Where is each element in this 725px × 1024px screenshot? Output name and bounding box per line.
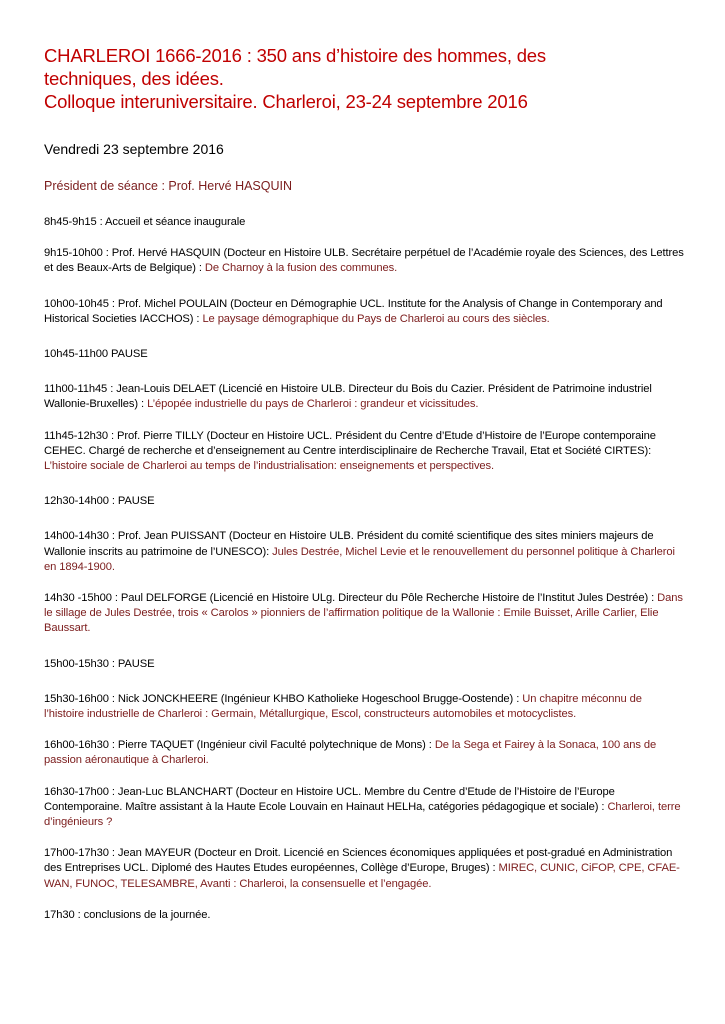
title-line-3: Colloque interuniversitaire. Charleroi, 23-24 septembre 2016	[44, 91, 528, 112]
program-item	[44, 347, 684, 362]
speaker-text: 10h00-10h45 : Prof. Michel POULAIN (Docteur en Démographie UCL. Institute for the Analysis of Change in Contemporary and Historical Societies IACCHOS) :	[44, 297, 663, 325]
speaker-text: 8h45-9h15 : Accueil et séance inaugurale	[44, 216, 246, 228]
speaker-text: 9h15-10h00 : Prof. Hervé HASQUIN (Docteur en Histoire ULB. Secrétaire perpétuel de l’Académie royale des Sciences, des Lettres et des Beaux-Arts de Belgique) :	[44, 247, 684, 275]
colloquium-title	[44, 44, 684, 113]
program-item	[44, 429, 684, 475]
talk-title: MIREC, CUNIC, CiFOP, CPE, CFAE-WAN, FUNOC, TELESAMBRE, Avanti : Charleroi, la consensuelle et l’engagée.	[44, 862, 680, 890]
speaker-text: 15h30-16h00 : Nick JONCKHEERE (Ingénieur KHBO Katholieke Hogeschool Brugge-Oostende) :	[44, 692, 523, 705]
speaker-text: 15h00-15h30 : PAUSE	[44, 657, 155, 670]
program-item	[44, 215, 684, 230]
speaker-text: 16h00-16h30 : Pierre TAQUET (Ingénieur civil Faculté polytechnique de Mons) :	[44, 739, 435, 752]
speaker-text: 11h00-11h45 : Jean-Louis DELAET (Licencié en Histoire ULB. Directeur du Bois du Cazier. Président de Patrimoine industriel Wallonie-Bruxelles) :	[44, 383, 652, 411]
program-item	[44, 738, 684, 768]
program-item	[44, 846, 684, 892]
talk-title: L’histoire sociale de Charleroi au temps de l’industrialisation: enseignements et perspectives.	[44, 460, 495, 473]
talk-title: De Charnoy à la fusion des communes.	[204, 262, 398, 275]
day-heading: Vendredi 23 septembre 2016	[44, 141, 224, 157]
speaker-text: 11h45-12h30 : Prof. Pierre TILLY (Docteur en Histoire UCL. Président du Centre d’Etude d’Histoire de l’Europe contemporaine CEHEC. Chargé de recherche et d’enseignement au Centre interdisciplinaire de Recherche Travail, Etat et Société CIRTES):	[44, 429, 656, 457]
program-item	[44, 529, 684, 575]
program-item	[44, 591, 684, 637]
talk-title: Le paysage démographique du Pays de Charleroi au cours des siècles.	[202, 312, 550, 325]
program-item	[44, 692, 684, 722]
talk-title: Un chapitre méconnu de l’histoire industrielle de Charleroi : Germain, Métallurgique, Escol, constructeurs automobiles et motocyclistes.	[44, 692, 642, 721]
program-item	[44, 297, 684, 327]
program-item	[44, 908, 684, 923]
speaker-text: 17h30 : conclusions de la journée.	[44, 908, 211, 921]
speaker-text: 10h45-11h00 PAUSE	[44, 348, 148, 361]
talk-title: Charleroi, terre d’ingénieurs ?	[44, 800, 681, 829]
title-line-2: techniques, des idées.	[44, 68, 224, 89]
program-item	[44, 246, 684, 276]
speaker-text: 14h00-14h30 : Prof. Jean PUISSANT (Docteur en Histoire ULB. Président du comité scientifique des sites miniers majeurs de Wallonie inscrits au patrimoine de l’UNESCO):	[44, 530, 654, 558]
speaker-text: 12h30-14h00 : PAUSE	[44, 495, 155, 508]
program-item	[44, 494, 684, 509]
speaker-text: 17h00-17h30 : Jean MAYEUR (Docteur en Droit. Licencié en Sciences économiques appliquées et post-gradué en Administration des Entreprises UCL. Diplomé des Hautes Etudes européennes, Collège d’Europe, Bruges) :	[44, 847, 673, 875]
speaker-text: 16h30-17h00 : Jean-Luc BLANCHART (Docteur en Histoire UCL. Membre du Centre d’Etude de l’Histoire de l’Europe Contemporaine. Maître assistant à la Haute Ecole Louvain en Hainaut HELHa, catégories pédagogique et sociale) :	[44, 785, 615, 813]
talk-title: De la Sega et Fairey à la Sonaca, 100 ans de passion aéronautique à Charleroi.	[44, 739, 657, 767]
talk-title: Dans le sillage de Jules Destrée, trois « Carolos » pionniers de l’affirmation politique de la Wallonie : Emile Buisset, Arille Carlier, Elie Baussart.	[44, 592, 683, 635]
talk-title: L’épopée industrielle du pays de Charleroi : grandeur et vicissitudes.	[147, 398, 479, 411]
document-page	[44, 44, 684, 923]
program-item	[44, 657, 684, 672]
talk-title: Jules Destrée, Michel Levie et le renouvellement du personnel politique à Charleroi en 1894-1900.	[44, 545, 675, 573]
program-item	[44, 382, 684, 412]
program-item	[44, 785, 684, 831]
session-president: Président de séance : Prof. Hervé HASQUIN	[44, 179, 293, 193]
speaker-text: 14h30 -15h00 : Paul DELFORGE (Licencié en Histoire ULg. Directeur du Pôle Recherche Histoire de l’Institut Jules Destrée) :	[44, 592, 658, 605]
title-line-1: CHARLEROI 1666-2016 : 350 ans d’histoire des hommes, des	[44, 45, 546, 66]
